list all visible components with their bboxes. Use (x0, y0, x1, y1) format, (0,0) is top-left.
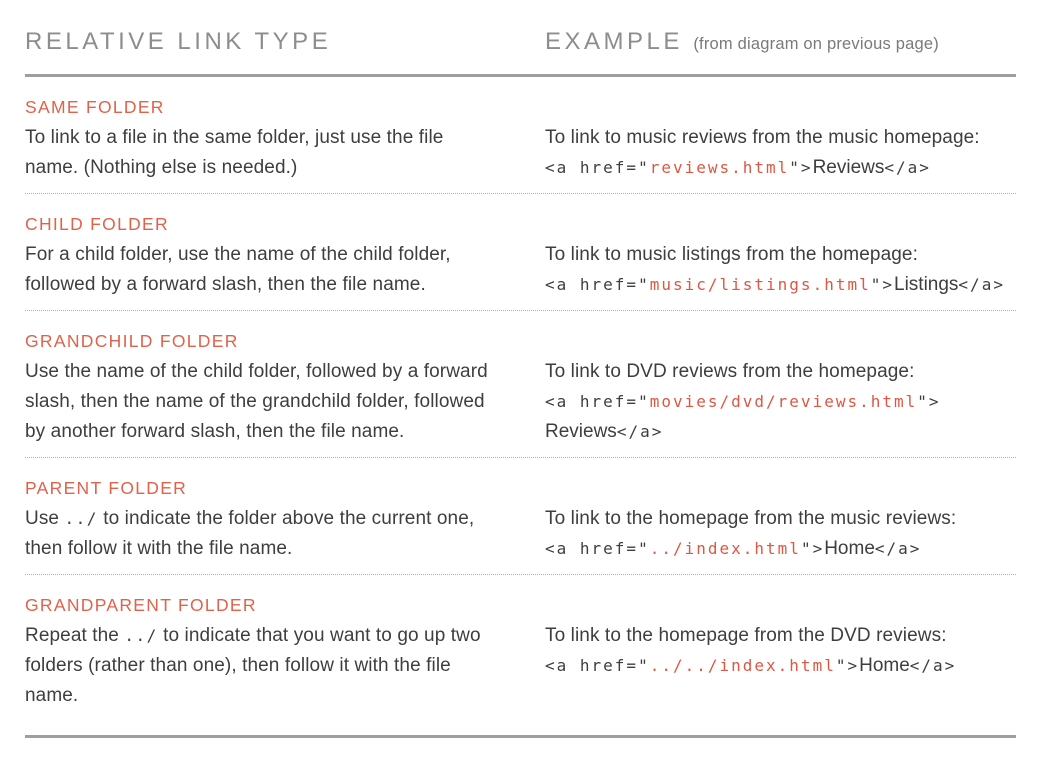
segment-label: Reviews (812, 157, 885, 178)
row-heading: GRANDCHILD FOLDER (25, 331, 239, 351)
segment-label: Reviews (545, 421, 617, 442)
row-left-cell (25, 194, 545, 310)
segment-text: Use (25, 508, 65, 529)
segment-code: <a href=" (545, 275, 650, 294)
segment-code: </a> (958, 275, 1005, 294)
row-description (25, 240, 490, 300)
segment-mono: ../ (64, 509, 98, 528)
segment-label: Home (824, 538, 875, 559)
segment-code: "> (835, 656, 860, 675)
link-type-row (25, 194, 1016, 311)
segment-path: movies/dvd/reviews.html (649, 392, 918, 411)
example-code (545, 651, 1016, 681)
segment-path: music/listings.html (649, 275, 871, 294)
code-line (545, 534, 1016, 564)
bottom-rule (25, 735, 1016, 738)
link-type-rows (25, 77, 1016, 735)
row-right-cell (545, 458, 1016, 574)
segment-path: ../index.html (649, 539, 801, 558)
segment-path: reviews.html (649, 158, 790, 177)
segment-code: </a> (884, 158, 931, 177)
segment-path: ../../index.html (649, 656, 836, 675)
table-header (25, 0, 1016, 57)
segment-text: Repeat the (25, 625, 125, 646)
example-code (545, 534, 1016, 564)
row-description (25, 504, 490, 564)
example-code (545, 387, 1016, 447)
segment-code: <a href=" (545, 539, 650, 558)
code-line (545, 153, 1016, 183)
link-type-row (25, 458, 1016, 575)
row-right-cell (545, 575, 1016, 735)
column-header-example-note: (from diagram on previous page) (693, 35, 939, 53)
example-intro: To link to DVD reviews from the homepage: (545, 361, 915, 382)
row-right-cell (545, 194, 1016, 310)
row-left-cell (25, 311, 545, 457)
example-intro: To link to music reviews from the music homepage: (545, 127, 980, 148)
example-code (545, 153, 1016, 183)
example-intro: To link to music listings from the homepage: (545, 244, 918, 265)
segment-text: to indicate the folder above the current one, then follow it with the file name. (25, 508, 475, 559)
column-header-link-type: RELATIVE LINK TYPE (25, 28, 332, 55)
row-description (25, 621, 490, 711)
row-left-cell (25, 575, 545, 735)
link-type-row (25, 311, 1016, 458)
segment-label: Home (859, 655, 910, 676)
column-header-example (545, 27, 1016, 57)
row-left-cell (25, 458, 545, 574)
link-type-row (25, 77, 1016, 194)
row-description (25, 357, 490, 447)
segment-code: </a> (909, 656, 957, 675)
row-heading: CHILD FOLDER (25, 214, 169, 234)
segment-label: Listings (894, 274, 959, 295)
row-right-cell (545, 311, 1016, 457)
code-line (545, 270, 1016, 300)
row-heading: SAME FOLDER (25, 97, 165, 117)
segment-code: <a href=" (545, 158, 650, 177)
segment-text: to indicate that you want to go up two folders (rather than one), then follow it with the file name. (25, 625, 481, 706)
row-right-cell (545, 77, 1016, 193)
code-line (545, 651, 1016, 681)
segment-code: "> (917, 392, 941, 411)
segment-code: </a> (616, 422, 664, 441)
example-intro: To link to the homepage from the DVD reviews: (545, 625, 947, 646)
row-description (25, 123, 490, 183)
code-line (545, 387, 1016, 417)
code-line (545, 417, 1016, 447)
segment-code: <a href=" (545, 392, 650, 411)
column-header-example-label: EXAMPLE (545, 28, 683, 55)
row-heading: PARENT FOLDER (25, 478, 188, 498)
link-type-row (25, 575, 1016, 735)
segment-code: "> (800, 539, 825, 558)
segment-text: For a child folder, use the name of the child folder, followed by a forward slash, then the file name. (25, 244, 451, 295)
segment-code: <a href=" (545, 656, 650, 675)
example-code (545, 270, 1016, 300)
segment-text: Use the name of the child folder, followed by a forward slash, then the name of the grandchild folder, followed by another forward slash, then the file name. (25, 361, 488, 442)
segment-mono: ../ (124, 626, 158, 645)
example-intro: To link to the homepage from the music reviews: (545, 508, 957, 529)
row-heading: GRANDPARENT FOLDER (25, 595, 257, 615)
segment-code: </a> (874, 539, 922, 558)
segment-code: "> (870, 275, 894, 294)
segment-code: "> (789, 158, 813, 177)
row-left-cell (25, 77, 545, 193)
segment-text: To link to a file in the same folder, just use the file name. (Nothing else is needed.) (25, 127, 444, 178)
